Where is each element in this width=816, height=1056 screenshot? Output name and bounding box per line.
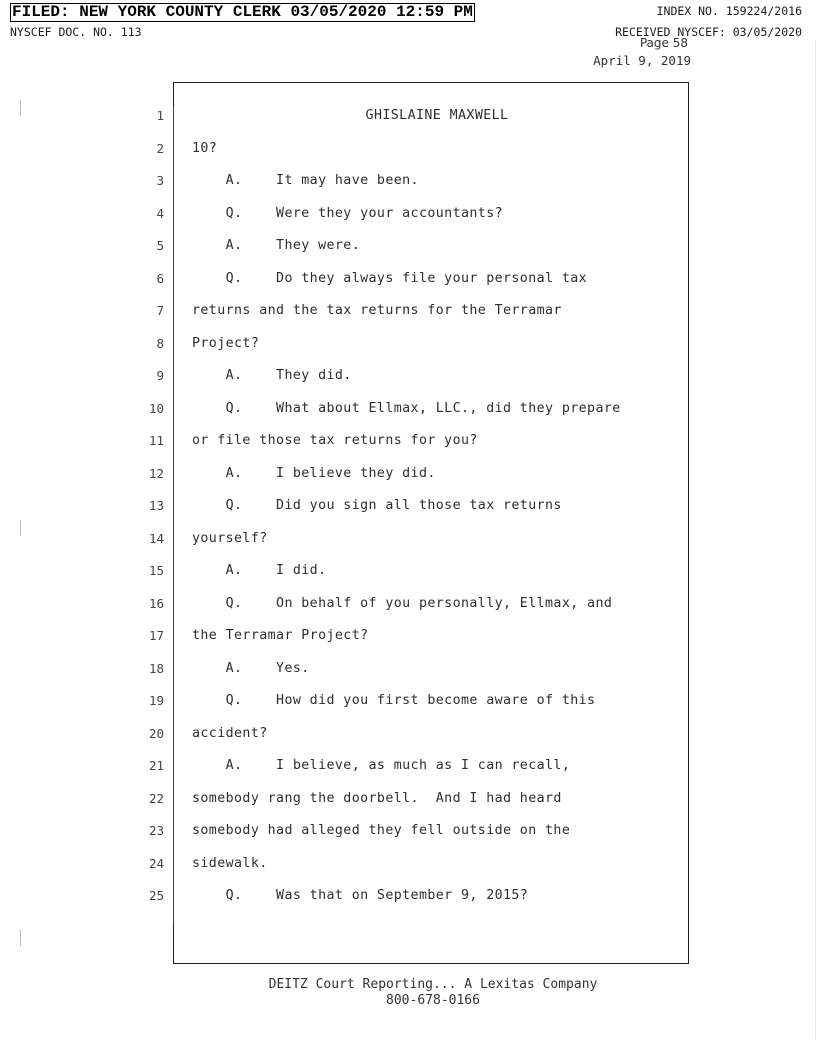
line-number: 16 (148, 595, 164, 611)
transcript-line: A. I believe they did. (192, 465, 436, 481)
transcript-line: or file those tax returns for you? (192, 433, 478, 448)
transcript-line: Q. Were they your accountants? (192, 205, 503, 221)
line-number: 7 (156, 303, 164, 318)
line-number-column (118, 106, 166, 919)
transcript-line: sidewalk. (192, 855, 268, 871)
line-number: 25 (148, 888, 164, 903)
transcript-line: yourself? (192, 530, 268, 546)
transcript-line: returns and the tax returns for the Terramar (192, 303, 562, 318)
witness-name-heading: GHISLAINE MAXWELL (365, 108, 509, 123)
transcript-line: A. They were. (192, 238, 361, 253)
page-number: Page 58 (639, 36, 688, 50)
transcript-line: accident? (192, 725, 268, 741)
line-number: 21 (148, 758, 164, 773)
line-number: 14 (148, 530, 164, 546)
transcript-text (192, 106, 682, 919)
line-number: 23 (148, 823, 164, 838)
court-reporter-company: DEITZ Court Reporting... A Lexitas Company (268, 977, 598, 992)
transcript-line: somebody had alleged they fell outside on the (192, 823, 571, 838)
deposition-date: April 9, 2019 (593, 53, 691, 68)
line-number: 5 (156, 238, 164, 253)
line-number: 9 (156, 368, 164, 383)
line-number: 15 (148, 563, 164, 578)
transcript-line: A. It may have been. (192, 173, 419, 188)
scan-artifact (20, 930, 21, 946)
line-number: 13 (148, 498, 164, 513)
line-number: 1 (156, 108, 164, 123)
scan-artifact (20, 100, 21, 116)
received-date: RECEIVED NYSCEF: 03/05/2020 (615, 25, 802, 39)
transcript-line: Q. On behalf of you personally, Ellmax, and (192, 595, 613, 611)
transcript-line: A. I believe, as much as I can recall, (192, 758, 571, 773)
transcript-line: the Terramar Project? (192, 628, 369, 643)
scan-artifact (20, 520, 21, 536)
transcript-line: A. Yes. (192, 660, 310, 676)
transcript-line: Q. What about Ellmax, LLC., did they prepare (192, 400, 621, 416)
line-number: 12 (148, 465, 164, 481)
transcript-line: A. I did. (192, 563, 327, 578)
line-number: 11 (148, 433, 164, 448)
line-number: 22 (148, 790, 164, 806)
line-number: 18 (148, 660, 164, 676)
index-number: INDEX NO. 159224/2016 (656, 4, 802, 18)
line-number: 3 (156, 173, 164, 188)
line-number: 6 (156, 270, 164, 286)
filed-banner: FILED: NEW YORK COUNTY CLERK 03/05/2020 12:59 PM (12, 3, 473, 21)
line-number: 4 (156, 205, 164, 221)
line-number: 20 (148, 725, 164, 741)
transcript-line: 10? (192, 140, 218, 156)
transcript-line: Q. Was that on September 9, 2015? (192, 888, 529, 903)
transcript-line: somebody rang the doorbell. And I had heard (192, 790, 562, 806)
transcript-line: Q. How did you first become aware of this (192, 693, 596, 708)
transcript-line: Project? (192, 335, 260, 351)
line-number: 8 (156, 335, 164, 351)
line-number: 2 (156, 140, 164, 156)
nyscef-doc-number: NYSCEF DOC. NO. 113 (10, 25, 142, 39)
line-number: 10 (148, 400, 164, 416)
transcript-line: A. They did. (192, 368, 352, 383)
transcript-line: Q. Did you sign all those tax returns (192, 498, 562, 513)
line-number-divider (173, 106, 174, 924)
line-number: 24 (148, 855, 164, 871)
transcript-line: Q. Do they always file your personal tax (192, 270, 588, 286)
court-reporter-phone: 800-678-0166 (386, 993, 480, 1008)
line-number: 17 (148, 628, 164, 643)
line-number: 19 (148, 693, 164, 708)
